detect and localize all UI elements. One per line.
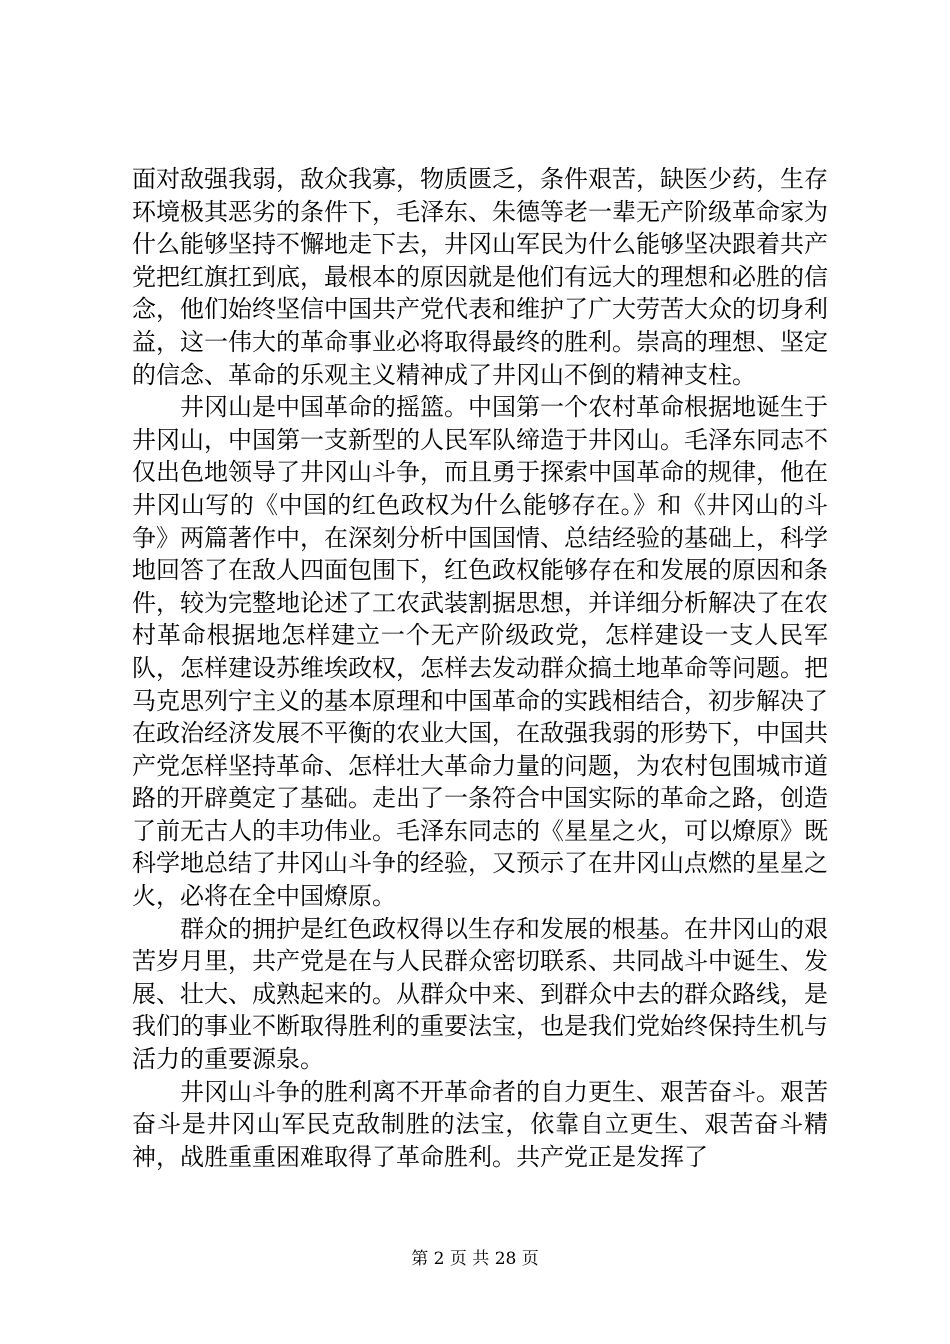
- paragraph-1: 面对敌强我弱，敌众我寡，物质匮乏，条件艰苦，缺医少药，生存环境极其恶劣的条件下，毛泽东、朱德等老一辈无产阶级革命家为什么能够坚持不懈地走下去，井冈山军民为什么能够坚决跟着共产党把红旗扛到底，最根本的原因就是他们有远大的理想和必胜的信念，他们始终坚信中国共产党代表和维护了广大劳苦大众的切身利益，这一伟大的革命事业必将取得最终的胜利。崇高的理想、坚定的信念、革命的乐观主义精神成了井冈山不倒的精神支柱。: [132, 165, 828, 389]
- paragraph-2: 井冈山是中国革命的摇篮。中国第一个农村革命根据地诞生于井冈山，中国第一支新型的人民军队缔造于井冈山。毛泽东同志不仅出色地领导了井冈山斗争，而且勇于探索中国革命的规律，他在井冈山写的《中国的红色政权为什么能够存在。》和《井冈山的斗争》两篇著作中，在深刻分析中国国情、总结经验的基础上，科学地回答了在敌人四面包围下，红色政权能够存在和发展的原因和条件，较为完整地论述了工农武装割据思想，并详细分析解决了在农村革命根据地怎样建立一个无产阶级政党，怎样建设一支人民军队，怎样建设苏维埃政权，怎样去发动群众搞土地革命等问题。把马克思列宁主义的基本原理和中国革命的实践相结合，初步解决了在政治经济发展不平衡的农业大国，在敌强我弱的形势下，中国共产党怎样坚持革命、怎样壮大革命力量的问题，为农村包围城市道路的开辟奠定了基础。走出了一条符合中国实际的革命之路，创造了前无古人的丰功伟业。毛泽东同志的《星星之火，可以燎原》既科学地总结了井冈山斗争的经验，又预示了在井冈山点燃的星星之火，必将在全中国燎原。: [132, 393, 828, 911]
- page-number-footer: 第 2 页 共 28 页: [411, 1249, 539, 1269]
- body-text: [132, 163, 828, 1173]
- paragraph-3: 群众的拥护是红色政权得以生存和发展的根基。在井冈山的艰苦岁月里，共产党是在与人民群众密切联系、共同战斗中诞生、发展、壮大、成熟起来的。从群众中来、到群众中去的群众路线，是我们的事业不断取得胜利的重要法宝，也是我们党始终保持生机与活力的重要源泉。: [132, 914, 828, 1074]
- paragraph-4: 井冈山斗争的胜利离不开革命者的自力更生、艰苦奋斗。艰苦奋斗是井冈山军民克敌制胜的法宝，依靠自立更生、艰苦奋斗精神，战胜重重困难取得了革命胜利。共产党正是发挥了: [132, 1077, 828, 1171]
